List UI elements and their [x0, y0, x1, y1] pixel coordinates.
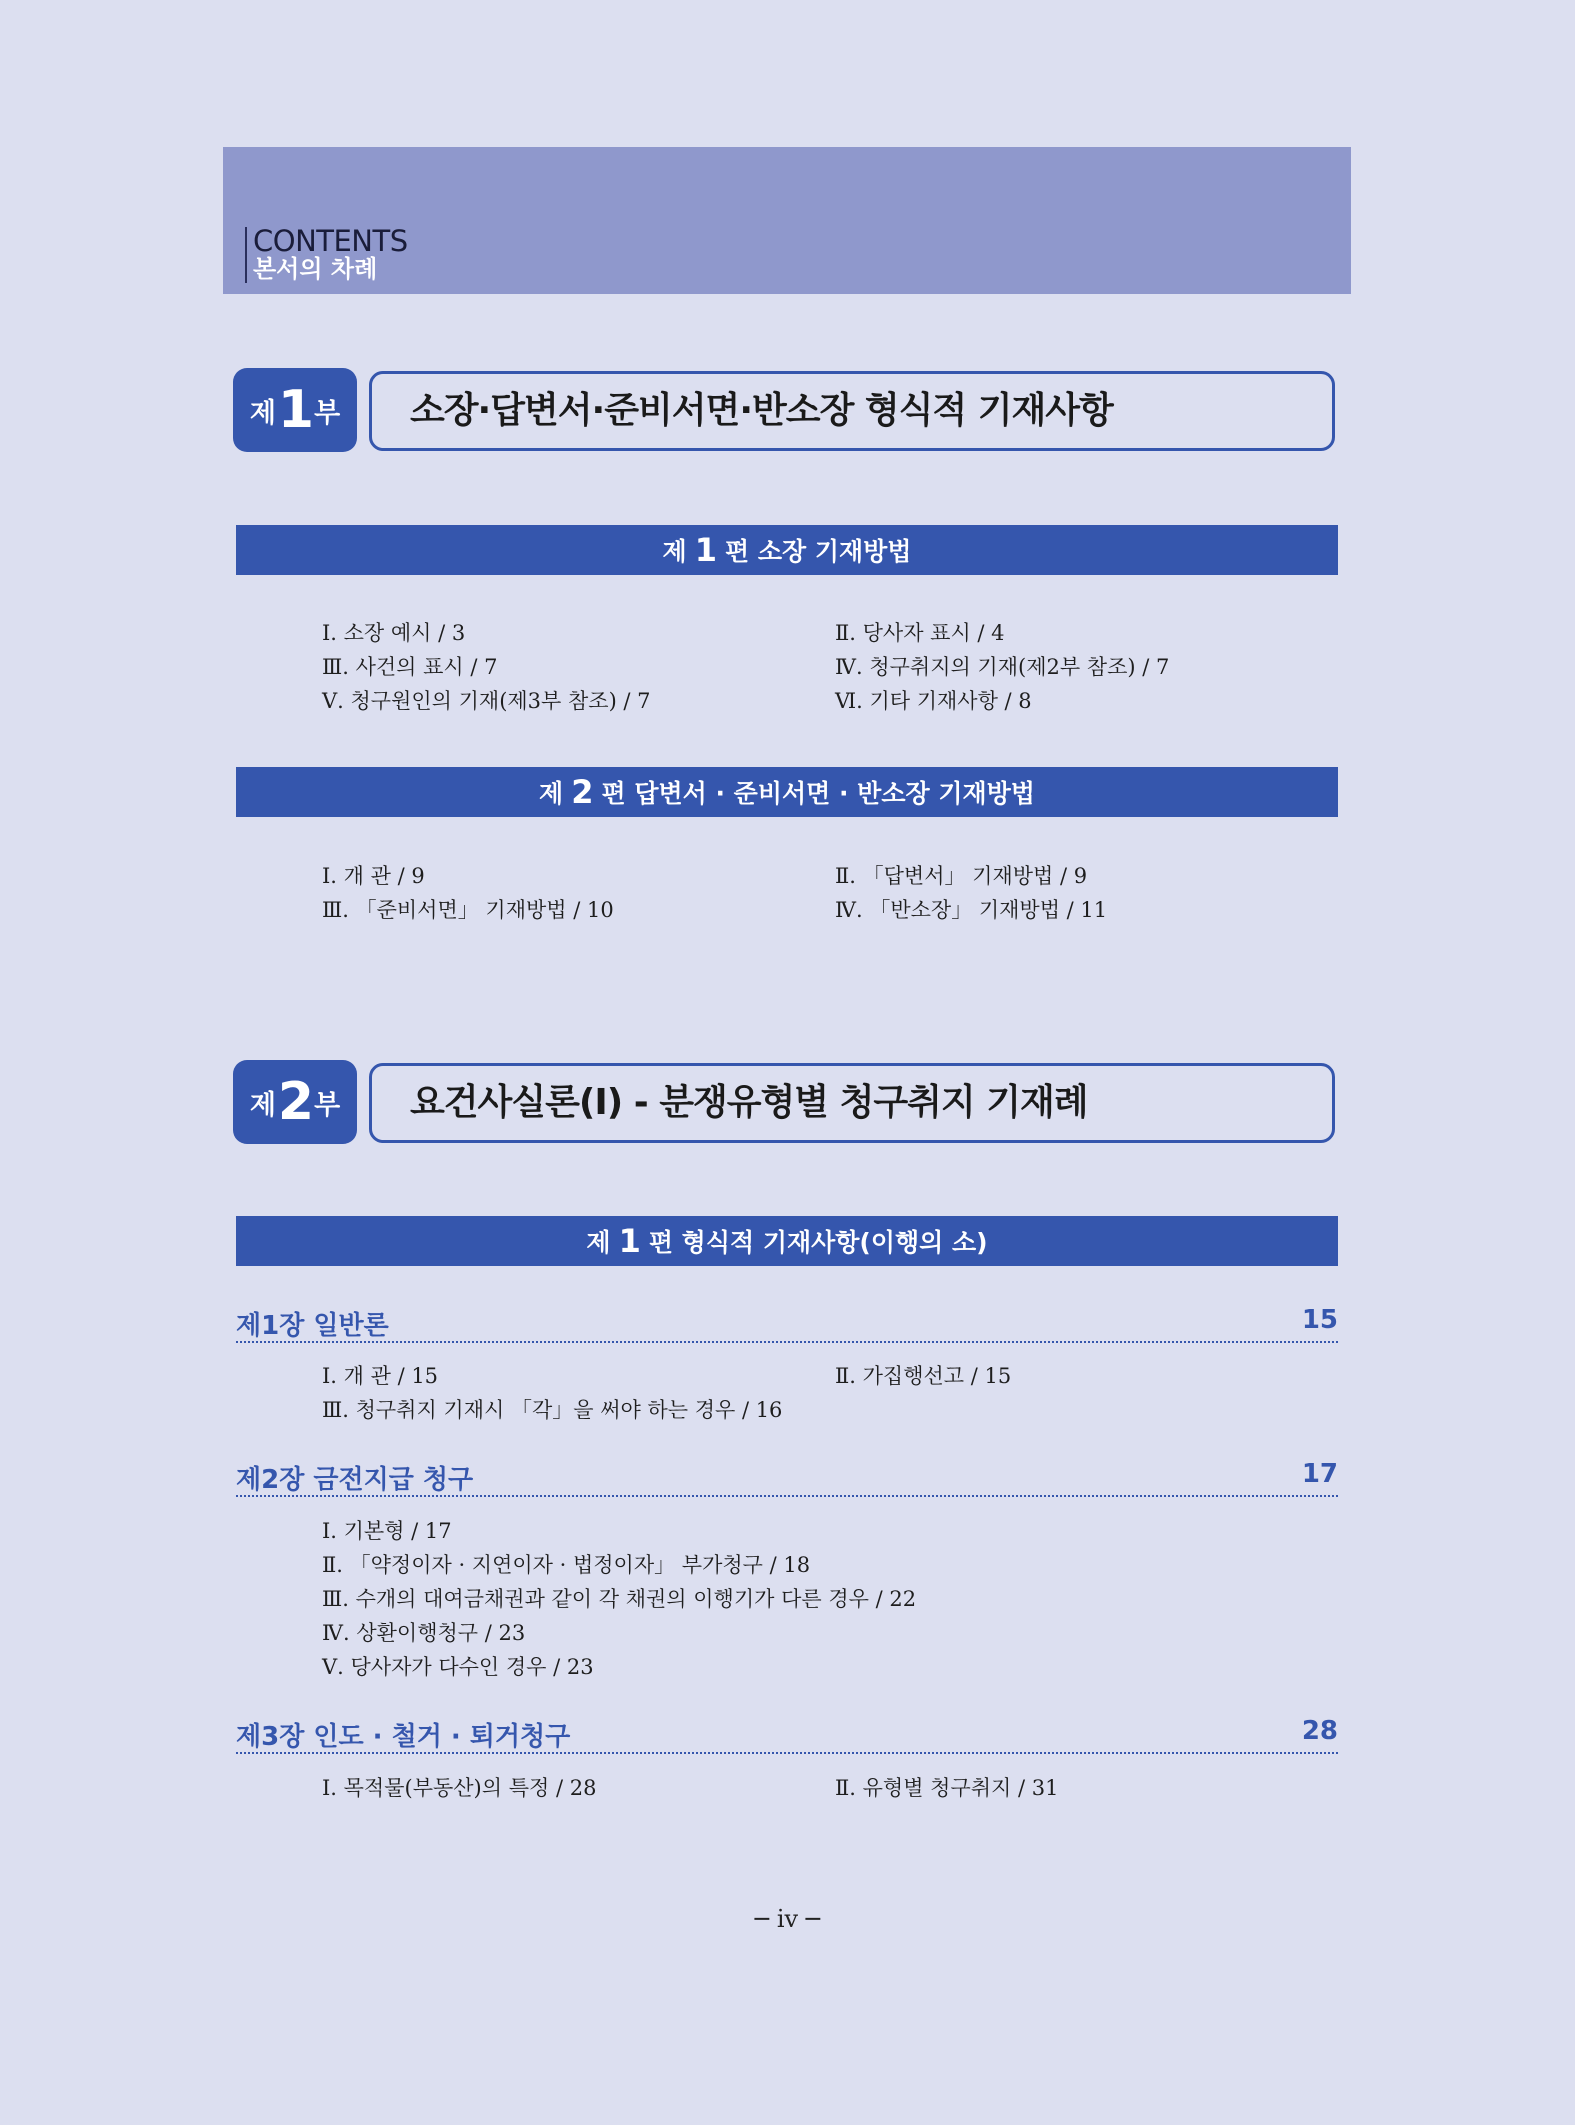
toc-entry[interactable]: Ⅱ. 「약정이자 · 지연이자 · 법정이자」 부가청구 / 18: [322, 1553, 811, 1577]
section-title: 편 형식적 기재사항(이행의 소): [648, 1228, 988, 1257]
chapter-title: 제2장 금전지급 청구: [236, 1465, 474, 1495]
chapter-page-number: 17: [1301, 1459, 1338, 1489]
part-1-title-box: [369, 371, 1335, 451]
toc-entry[interactable]: Ⅴ. 당사자가 다수인 경우 / 23: [322, 1655, 594, 1679]
chapter-title: 제1장 일반론: [236, 1311, 389, 1341]
chapter-title: 제3장 인도 · 철거 · 퇴거청구: [236, 1722, 571, 1752]
section-number: 2: [571, 773, 594, 811]
toc-entry[interactable]: Ⅲ. 「준비서면」 기재방법 / 10: [322, 898, 614, 922]
toc-entry[interactable]: Ⅱ. 당사자 표시 / 4: [835, 621, 1005, 645]
toc-entry[interactable]: Ⅱ. 가집행선고 / 15: [835, 1364, 1012, 1388]
toc-entry[interactable]: Ⅱ. 「답변서」 기재방법 / 9: [835, 864, 1088, 888]
chapter-1-heading[interactable]: [236, 1301, 1338, 1343]
contents-title-en: CONTENTS: [253, 224, 408, 258]
section-prefix: 제: [539, 779, 564, 808]
part-2-title: 요건사실론(Ⅰ) - 분쟁유형별 청구취지 기재례: [410, 1082, 1088, 1123]
page-number: ─ iv ─: [754, 1905, 821, 1933]
toc-entry[interactable]: Ⅳ. 청구취지의 기재(제2부 참조) / 7: [835, 655, 1170, 679]
toc-entry[interactable]: Ⅰ. 개 관 / 15: [322, 1364, 439, 1388]
chapter-2-heading[interactable]: [236, 1455, 1338, 1497]
toc-entry[interactable]: Ⅲ. 수개의 대여금채권과 같이 각 채권의 이행기가 다른 경우 / 22: [322, 1587, 917, 1611]
section-1-bar[interactable]: [236, 525, 1338, 575]
section-prefix: 제: [662, 537, 687, 566]
contents-header-band: [223, 147, 1351, 294]
part-1-badge: [233, 368, 357, 452]
toc-entry[interactable]: Ⅰ. 소장 예시 / 3: [322, 621, 466, 645]
chapter-page-number: 15: [1301, 1305, 1338, 1335]
part-prefix: 제: [249, 1089, 276, 1121]
toc-entry[interactable]: Ⅰ. 개 관 / 9: [322, 864, 425, 888]
section-prefix: 제: [586, 1228, 611, 1257]
section-number: 1: [618, 1222, 641, 1260]
chapter-page-number: 28: [1301, 1716, 1338, 1746]
part-2-title-box: [369, 1063, 1335, 1143]
section-3-bar[interactable]: [236, 1216, 1338, 1266]
toc-entry[interactable]: Ⅳ. 「반소장」 기재방법 / 11: [835, 898, 1108, 922]
section-title: 편 답변서 · 준비서면 · 반소장 기재방법: [601, 779, 1035, 808]
part-1-heading[interactable]: [233, 368, 1333, 453]
section-2-bar[interactable]: [236, 767, 1338, 817]
contents-title-ko: 본서의 차례: [253, 255, 378, 283]
section-number: 1: [694, 531, 717, 569]
toc-entry[interactable]: Ⅳ. 상환이행청구 / 23: [322, 1621, 526, 1645]
part-number: 2: [277, 1072, 313, 1132]
toc-entry[interactable]: Ⅵ. 기타 기재사항 / 8: [835, 689, 1032, 713]
section-title: 편 소장 기재방법: [724, 537, 912, 566]
toc-entry[interactable]: Ⅱ. 유형별 청구취지 / 31: [835, 1776, 1059, 1800]
part-prefix: 제: [249, 397, 276, 429]
toc-entry[interactable]: Ⅰ. 목적물(부동산)의 특정 / 28: [322, 1776, 597, 1800]
part-2-heading[interactable]: [233, 1060, 1333, 1145]
part-1-title: 소장·답변서·준비서면·반소장 형식적 기재사항: [410, 390, 1113, 431]
chapter-3-heading[interactable]: [236, 1712, 1338, 1754]
toc-entry[interactable]: Ⅰ. 기본형 / 17: [322, 1519, 452, 1543]
part-number: 1: [277, 380, 313, 440]
part-suffix: 부: [314, 1089, 341, 1121]
contents-header: [245, 224, 408, 283]
toc-entry[interactable]: Ⅲ. 청구취지 기재시 「각」을 써야 하는 경우 / 16: [322, 1398, 783, 1422]
toc-entry[interactable]: Ⅴ. 청구원인의 기재(제3부 참조) / 7: [322, 689, 651, 713]
part-2-badge: [233, 1060, 357, 1144]
toc-entry[interactable]: Ⅲ. 사건의 표시 / 7: [322, 655, 498, 679]
part-suffix: 부: [314, 397, 341, 429]
